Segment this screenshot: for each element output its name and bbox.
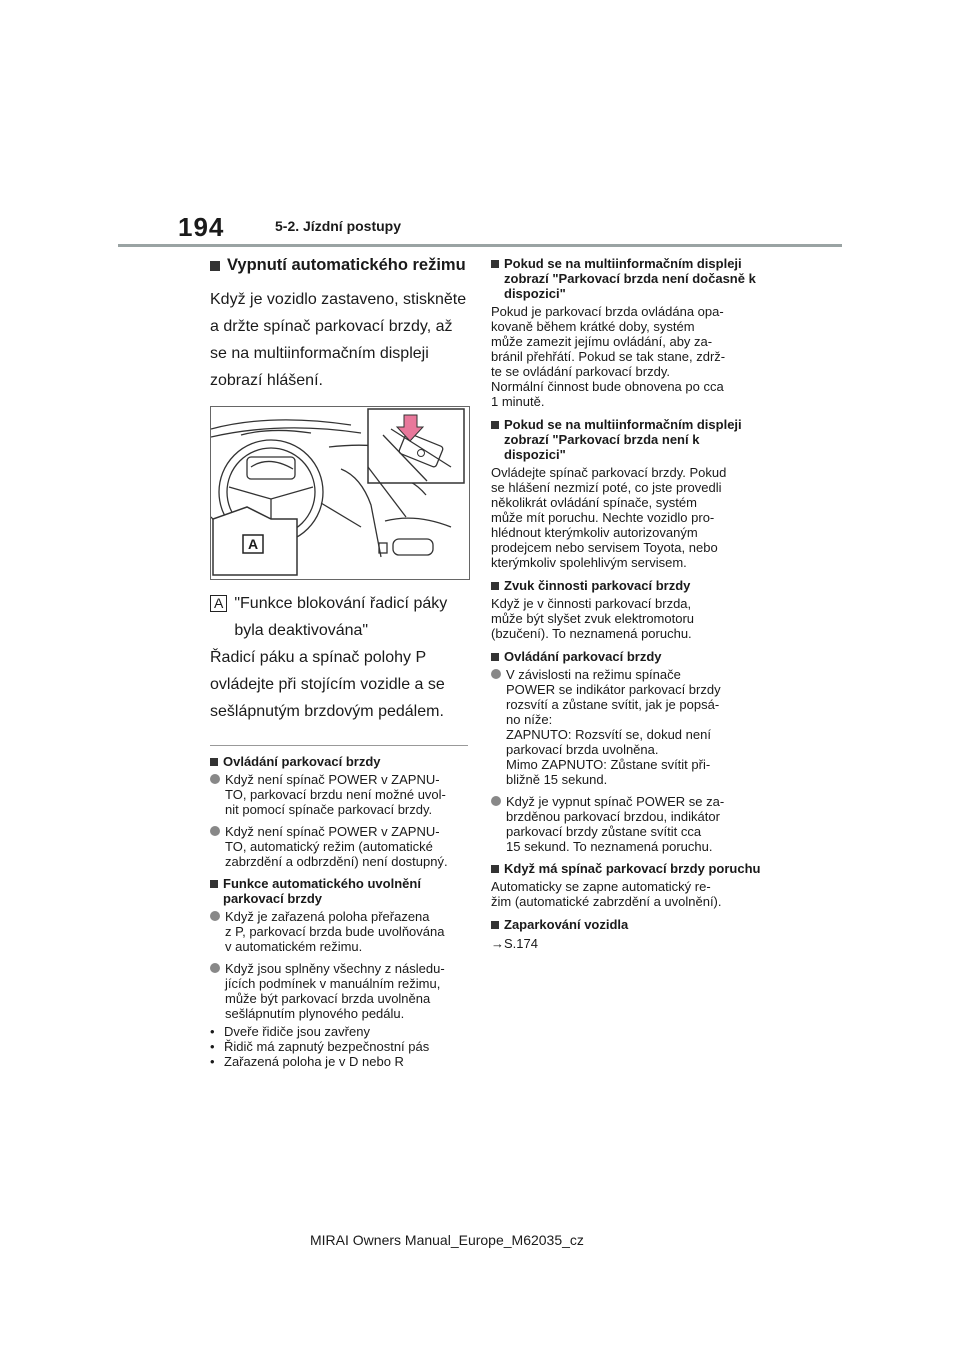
note2-bullet: Když je zařazená poloha přeřazena z P, parkovací brzda bude uvolňována v automatickém režimu.: [210, 909, 472, 954]
right-column: [491, 256, 763, 951]
s1-text: Pokud je parkovací brzda ovládána opa- kovaně během krátké doby, systém může zamezit jejímu ovládání, aby za- bránil přehřátí. Pokud se tak stane, zdrž- te se ovládání parkovací brzdy. Normální činnost bude obnovena po cca 1 minutě.: [491, 304, 726, 409]
square-bullet-icon: [210, 880, 218, 888]
s4-bullet: V závislosti na režimu spínače POWER se indikátor parkovací brzdy rozsvítí a zůstane svítit, jak je popsá- no níže: ZAPNUTO: Rozsvítí se, dokud není parkovací brzda uvolněna. Mimo ZAPNUTO: Zůstane svítit při- bližně 15 sekund.: [491, 667, 763, 787]
square-bullet-icon: [491, 260, 499, 268]
round-bullet-icon: [210, 826, 220, 836]
caption-text: "Funkce blokování řadicí páky byla deaktivována": [234, 594, 448, 639]
dashboard-drawing: [211, 407, 469, 579]
s3-text: Když je v činnosti parkovací brzda, může být slyšet zvuk elektromotoru (bzučení). To neznamená poruchu.: [491, 596, 695, 641]
s5-heading: Když má spínač parkovací brzdy poruchu: [491, 861, 763, 876]
after-caption-paragraph: Řadicí páku a spínač polohy P ovládejte při stojícím vozidle a se sešlápnutým brzdovým pedálem.: [210, 648, 445, 720]
list-item: • Zařazená poloha je v D nebo R: [210, 1053, 404, 1069]
note1-heading: Ovládání parkovací brzdy: [210, 754, 472, 769]
footer-text: MIRAI Owners Manual_Europe_M62035_cz: [310, 1232, 584, 1248]
heading-auto-mode-off: Vypnutí automatického režimu: [210, 256, 472, 276]
conditions-list: [210, 1024, 472, 1069]
page-number: 194: [178, 212, 225, 242]
notes-divider: [210, 745, 468, 746]
s5-text: Automaticky se zapne automatický re- žim (automatické zabrzdění a uvolnění).: [491, 879, 722, 909]
s6-heading: Zaparkování vozidla: [491, 917, 763, 932]
square-bullet-icon: [491, 865, 499, 873]
square-bullet-icon: [491, 421, 499, 429]
s1-heading: Pokud se na multiinformačním displeji zobrazí "Parkovací brzda není dočasně k dispozici": [491, 256, 763, 301]
note1-bullet: Když není spínač POWER v ZAPNU- TO, automatický režim (automatické zabrzdění a odbrzdění) není dostupný.: [210, 824, 472, 869]
square-bullet-icon: [491, 582, 499, 590]
note2-bullet: Když jsou splněny všechny z následu- jících podmínek v manuálním režimu, může být parkovací brzda uvolněna sešlápnutím plynového pedálu.: [210, 961, 472, 1021]
square-bullet-icon: [210, 261, 220, 271]
list-item: • Řidič má zapnutý bezpečnostní pás: [210, 1038, 430, 1054]
round-bullet-icon: [491, 796, 501, 806]
note1-bullet: Když není spínač POWER v ZAPNU- TO, parkovací brzdu není možné uvol- nit pomocí spínače parkovací brzdy.: [210, 772, 472, 817]
s3-heading: Zvuk činnosti parkovací brzdy: [491, 578, 763, 593]
list-item: • Dveře řidiče jsou zavřeny: [210, 1023, 370, 1039]
round-bullet-icon: [210, 774, 220, 784]
square-bullet-icon: [491, 921, 499, 929]
left-column: [210, 256, 472, 1077]
round-bullet-icon: [210, 911, 220, 921]
note2-heading: Funkce automatického uvolnění parkovací brzdy: [210, 876, 472, 906]
header-rule: [118, 244, 842, 247]
intro-paragraph: Když je vozidlo zastaveno, stiskněte a držte spínač parkovací brzdy, až se na multiinformačním displeji zobrazí hlášení.: [210, 290, 467, 389]
dashboard-illustration: [210, 406, 470, 580]
s4-bullet: Když je vypnut spínač POWER se za- brzděnou parkovací brzdou, indikátor parkovací brzdy zůstane svítit cca 15 sekund. To neznamená poruchu.: [491, 794, 763, 854]
s4-heading: Ovládání parkovací brzdy: [491, 649, 763, 664]
figure-label-a: A: [248, 535, 259, 552]
square-bullet-icon: [491, 653, 499, 661]
section-title: 5-2. Jízdní postupy: [275, 218, 402, 234]
square-bullet-icon: [210, 758, 218, 766]
round-bullet-icon: [491, 669, 501, 679]
s2-text: Ovládejte spínač parkovací brzdy. Pokud se hlášení nezmizí poté, co jste provedli několikrát ovládání spínače, systém může mít poruchu. Nechte vozidlo pro- hlédnout kterýmkoliv autorizovaným prodejcem nebo servisem Toyota, nebo kterýmkoliv spolehlivým servisem.: [491, 465, 727, 570]
s2-heading: Pokud se na multiinformačním displeji zobrazí "Parkovací brzda není k dispozici": [491, 417, 763, 462]
page-reference-link[interactable]: →S.174: [491, 936, 538, 951]
figure-caption: [210, 590, 472, 644]
round-bullet-icon: [210, 963, 220, 973]
caption-label-box: A: [210, 595, 227, 612]
